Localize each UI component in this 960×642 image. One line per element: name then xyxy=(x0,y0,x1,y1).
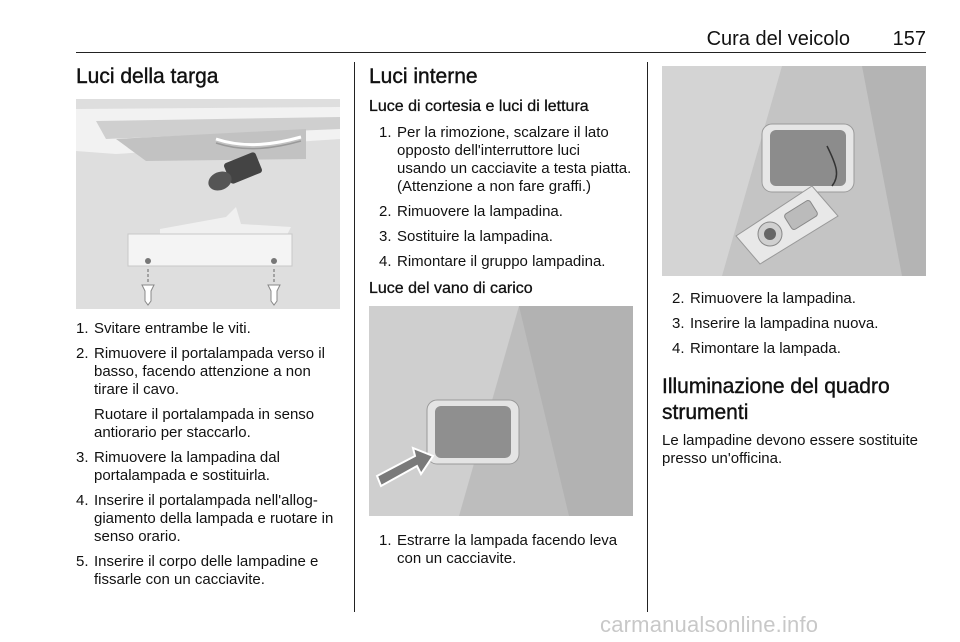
cargo-lamp-illustration xyxy=(369,306,633,516)
cargo-light-steps-continued xyxy=(672,290,926,358)
list-item: 3. Inserire la lampadina nuova. xyxy=(672,315,879,332)
list-item: 3. Rimuovere la lampadina dal portalampada e sostituirla. xyxy=(76,449,280,484)
courtesy-light-steps xyxy=(379,124,633,271)
list-item: 2. Rimuovere il portalampada verso il basso, facendo attenzione a non tirare il cavo. Ruotare il portalampada in senso antiorario per staccarlo. xyxy=(76,345,340,442)
list-item: 1. Per la rimozione, scalzare il lato opposto dell'interruttore luci usando un cacciavite a testa piatta. (Attenzione a non fare graffi.) xyxy=(379,124,632,195)
subsection-heading: Luce del vano di carico xyxy=(369,280,533,297)
list-item: 4. Inserire il portalampada nell'alloggiamento della lampada e ruotare in senso orario. xyxy=(76,492,334,545)
column-license-plate xyxy=(76,62,340,596)
section-heading: Luci della targa xyxy=(76,65,219,88)
list-item: 5. Inserire il corpo delle lampadine e fissarle con un cacciavite. xyxy=(76,553,319,588)
list-item: 2. Rimuovere la lampadina. xyxy=(672,290,856,307)
subsection-heading: Luce di cortesia e luci di lettura xyxy=(369,98,589,115)
list-item: 4. Rimontare il gruppo lampadina. xyxy=(379,253,606,270)
paragraph: Le lampadine devono essere sostituite presso un'officina. xyxy=(662,432,918,467)
page-header xyxy=(76,24,926,52)
section-heading: Illuminazione del quadro strumenti xyxy=(662,375,890,424)
column-interior-lights xyxy=(369,62,633,575)
removal-steps xyxy=(76,320,340,589)
cargo-lamp-removed-illustration xyxy=(662,66,926,276)
cargo-light-steps xyxy=(379,532,633,568)
section-heading: Luci interne xyxy=(369,65,478,88)
list-item: 1. Svitare entrambe le viti. xyxy=(76,320,251,337)
list-item: 3. Sostituire la lampadina. xyxy=(379,228,553,245)
watermark-text: carmanualsonline.info xyxy=(600,612,819,637)
chapter-title: Cura del veicolo xyxy=(706,28,850,50)
column-cargo-and-dashboard xyxy=(662,62,926,468)
column-divider xyxy=(647,62,648,612)
list-item: 2. Rimuovere la lampadina. xyxy=(379,203,563,220)
list-item: 4. Rimontare la lampada. xyxy=(672,340,841,357)
column-divider xyxy=(354,62,355,612)
license-plate-lamp-illustration xyxy=(76,99,340,309)
step-note: Ruotare il portalampada in senso antiorario per staccarlo. xyxy=(94,406,315,441)
page-number: 157 xyxy=(892,28,926,50)
list-item: 1. Estrarre la lampada facendo leva con un cacciavite. xyxy=(379,532,618,567)
header-rule xyxy=(76,52,926,53)
